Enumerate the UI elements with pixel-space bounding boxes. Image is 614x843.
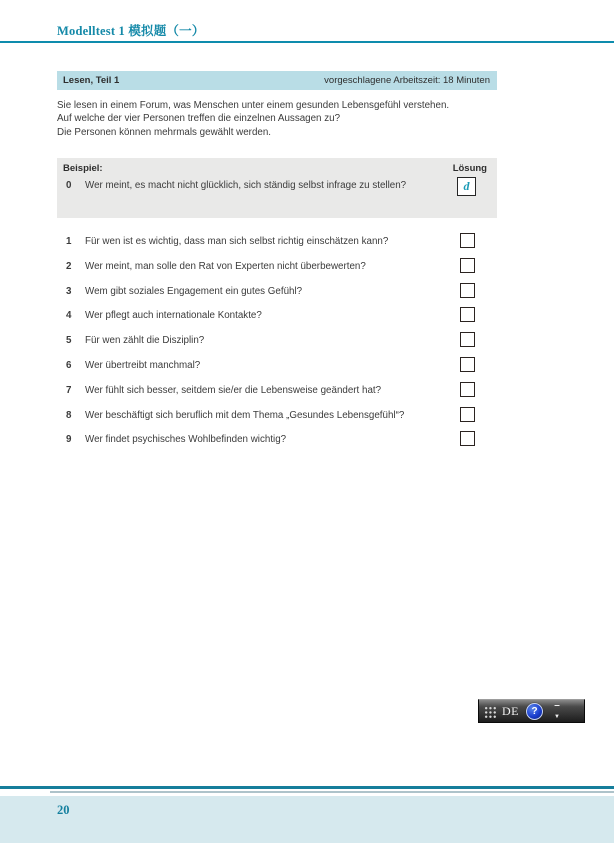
question-number: 2 [66,260,72,272]
section-header-bar [57,71,497,90]
question-row [57,434,497,459]
answer-checkbox-3[interactable] [460,283,475,298]
answer-checkbox-1[interactable] [460,233,475,248]
question-text: Für wen ist es wichtig, dass man sich selbst richtig einschätzen kann? [85,236,389,247]
answer-checkbox-9[interactable] [460,431,475,446]
language-indicator[interactable]: DE [502,703,519,718]
question-row [57,286,497,311]
instruction-line: Auf welche der vier Personen treffen die einzelnen Aussagen zu? [57,113,341,125]
page-number: 20 [57,803,70,817]
answer-checkbox-4[interactable] [460,307,475,322]
question-number: 4 [66,310,72,322]
question-text: Wer pflegt auch internationale Kontakte? [85,310,262,322]
answer-checkbox-7[interactable] [460,382,475,397]
instructions [57,99,507,139]
question-text: Wer beschäftigt sich beruflich mit dem Thema „Gesundes Lebensgefühl“? [85,409,405,421]
question-number: 3 [66,285,72,297]
question-row [57,335,497,360]
question-text: Wer findet psychisches Wohlbefinden wichtig? [85,434,287,446]
answer-checkbox-2[interactable] [460,258,475,273]
language-bar-buttons [551,702,563,720]
question-row [57,310,497,335]
question-row [57,236,497,261]
drag-grip-icon[interactable] [483,705,496,718]
example-question-text: Wer meint, es macht nicht glücklich, sich ständig selbst infrage zu stellen? [85,180,407,191]
question-text: Wem gibt soziales Engagement ein gutes Gefühl? [85,285,303,297]
section-time-info: vorgeschlagene Arbeitszeit: 18 Minuten [324,75,490,86]
header-divider [0,41,614,43]
options-arrow-icon[interactable]: ▼ [554,714,560,720]
example-question-number: 0 [66,180,72,191]
question-number: 8 [66,409,72,421]
footer-divider-shadow [50,791,614,793]
question-row [57,385,497,410]
answer-checkbox-5[interactable] [460,332,475,347]
section-title: Lesen, Teil 1 [63,75,120,86]
example-answer-letter: d [463,179,470,193]
instruction-line: Die Personen können mehrmals gewählt werden. [57,126,272,138]
example-box [57,158,497,218]
page-title: Modelltest 1 模拟题（一） [57,24,205,38]
answer-checkbox-8[interactable] [460,407,475,422]
answer-checkbox-6[interactable] [460,357,475,372]
question-text: Wer fühlt sich besser, seitdem sie/er die Lebensweise geändert hat? [85,384,382,396]
question-text: Wer übertreibt manchmal? [85,359,201,371]
question-text: Wer meint, man solle den Rat von Experten nicht überbewerten? [85,260,366,272]
question-text: Für wen zählt die Disziplin? [85,335,205,347]
instruction-line: Sie lesen in einem Forum, was Menschen unter einem gesunden Lebensgefühl verstehen. [57,100,450,111]
question-row [57,410,497,435]
solution-label: Lösung [452,163,487,174]
help-icon[interactable]: ? [526,703,543,720]
example-answer-box [457,177,476,196]
question-number: 5 [66,335,72,347]
language-bar[interactable] [478,699,585,723]
question-row [57,360,497,385]
footer-divider [0,786,614,789]
question-number: 9 [66,434,72,446]
question-number: 1 [66,236,72,247]
example-label: Beispiel: [63,163,103,174]
minimize-icon[interactable]: – [554,700,560,711]
question-number: 6 [66,359,72,371]
question-list [57,236,497,459]
example-header [63,163,489,174]
footer-band [0,796,614,843]
question-number: 7 [66,384,72,396]
question-row [57,261,497,286]
